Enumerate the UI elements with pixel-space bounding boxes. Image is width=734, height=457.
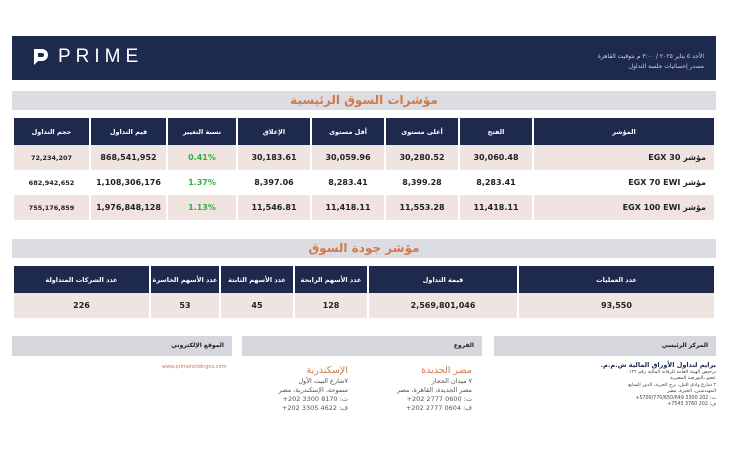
branch-fax: ف: 4622 3305 202+ (281, 404, 348, 412)
market-indices-table (12, 118, 716, 220)
col-close: الإغلاق (238, 118, 310, 145)
gainers-cell: 128 (295, 293, 367, 318)
index-name-cell: مؤشر EGX 30 (534, 145, 714, 170)
close-cell: 11,546.81 (238, 195, 310, 220)
open-cell: 30,060.48 (460, 145, 532, 170)
col-volume: حجم التداول (14, 118, 89, 145)
change-cell: 1.37% (168, 170, 236, 195)
change-cell: 1.13% (168, 195, 236, 220)
col-trades: عدد العمليات (519, 266, 714, 293)
col-value: قيم التداول (91, 118, 166, 145)
table-row (14, 170, 714, 195)
low-cell: 11,418.11 (312, 195, 384, 220)
head-office (600, 362, 716, 409)
close-cell: 8,397.06 (238, 170, 310, 195)
index-name-cell: مؤشر EGX 100 EWI (534, 195, 714, 220)
hq-phone: ت: 202 3300 5700/770/650/649+ (635, 395, 716, 401)
col-high: أعلى مستوى (386, 118, 458, 145)
low-cell: 8,283.41 (312, 170, 384, 195)
volume-cell: 682,942,652 (14, 170, 89, 195)
col-traded-value: قيمة التداول (369, 266, 517, 293)
table-row (14, 145, 714, 170)
value-cell: 1,976,848,128 (91, 195, 166, 220)
table-row (14, 293, 714, 318)
high-cell: 8,399.28 (386, 170, 458, 195)
value-cell: 868,541,952 (91, 145, 166, 170)
unchanged-cell: 45 (221, 293, 293, 318)
report-subtitle: مصدر إحصائيات جلسة التداول (628, 63, 704, 70)
volume-cell: 72,234,207 (14, 145, 89, 170)
open-cell: 8,283.41 (460, 170, 532, 195)
high-cell: 30,280.52 (386, 145, 458, 170)
col-index: المؤشر (534, 118, 714, 145)
branch-name: الإسكندرية (306, 365, 348, 376)
index-name-cell: مؤشر EGX 70 EWI (534, 170, 714, 195)
low-cell: 30,059.96 (312, 145, 384, 170)
website-link[interactable]: www.primeholdingco.com (162, 364, 227, 370)
report-header (12, 36, 716, 80)
prime-logo-icon (30, 47, 50, 67)
brand-name: PRIME (58, 46, 144, 67)
branch-address-line: ٧شارع البيت الأول (298, 377, 348, 385)
col-unchanged: عدد الأسهم الثابتة (221, 266, 293, 293)
col-gainers: عدد الأسهم الرابحة (295, 266, 367, 293)
companies-cell: 226 (14, 293, 149, 318)
branches-header: الفروع (242, 336, 482, 356)
market-quality-title: مؤشر جودة السوق (12, 239, 716, 258)
open-cell: 11,418.11 (460, 195, 532, 220)
hq-fax: ف: 202 3760 7543+ (667, 402, 716, 407)
branch-name: مصر الجديدة (421, 365, 472, 376)
traded-value-cell: 2,569,801,046 (369, 293, 517, 318)
hq-line: المهندسين، الجيزة، مصر (667, 389, 716, 394)
brand-logo (30, 46, 143, 68)
branch-fax: ف: 0604 2777 202+ (405, 404, 472, 412)
hq-line: ترخيص الهيئة العامة للرقابة المالية رقم ١٢٢ (628, 369, 716, 375)
market-indices-title: مؤشرات السوق الرئيسية (12, 91, 716, 110)
col-losers: عدد الأسهم الخاسرة (151, 266, 219, 293)
branch-heliopolis (368, 366, 472, 413)
report-date: الأحد ٥ يناير ٢٠٢٥ / ٣:٠٠ م بتوقيت القاهرة (597, 53, 704, 60)
branch-address-line: ٧ ميدان الحجاز (431, 377, 472, 385)
table-row (14, 195, 714, 220)
hq-header: المركز الرئيسي (494, 336, 716, 356)
branch-alexandria (256, 366, 348, 413)
high-cell: 11,553.28 (386, 195, 458, 220)
branch-address-line: سموحة، الإسكندرية، مصر (278, 386, 348, 394)
close-cell: 30,183.61 (238, 145, 310, 170)
change-cell: 0.41% (168, 145, 236, 170)
hq-line: ٢ شارع وادي النيل، برج الحرية، الدور السابع (628, 382, 716, 388)
website-header: الموقع الإلكتروني (12, 336, 232, 356)
branch-phone: ت: 8170 3300 202+ (282, 395, 348, 403)
col-change: نسبة التغيير (168, 118, 236, 145)
volume-cell: 755,176,859 (14, 195, 89, 220)
hq-line: عضو بالبورصة المصرية (670, 376, 716, 381)
hq-company-name: برايم لتداول الأوراق المالية ش.م.م. (600, 361, 716, 369)
market-quality-table (12, 266, 716, 318)
col-low: أقل مستوى (312, 118, 384, 145)
col-companies: عدد الشركات المتداولة (14, 266, 149, 293)
branch-phone: ت: 0600 2777 202+ (406, 395, 472, 403)
trades-cell: 93,550 (519, 293, 714, 318)
col-open: الفتح (460, 118, 532, 145)
branch-address-line: مصر الجديدة، القاهرة، مصر (396, 386, 472, 394)
losers-cell: 53 (151, 293, 219, 318)
value-cell: 1,108,306,176 (91, 170, 166, 195)
